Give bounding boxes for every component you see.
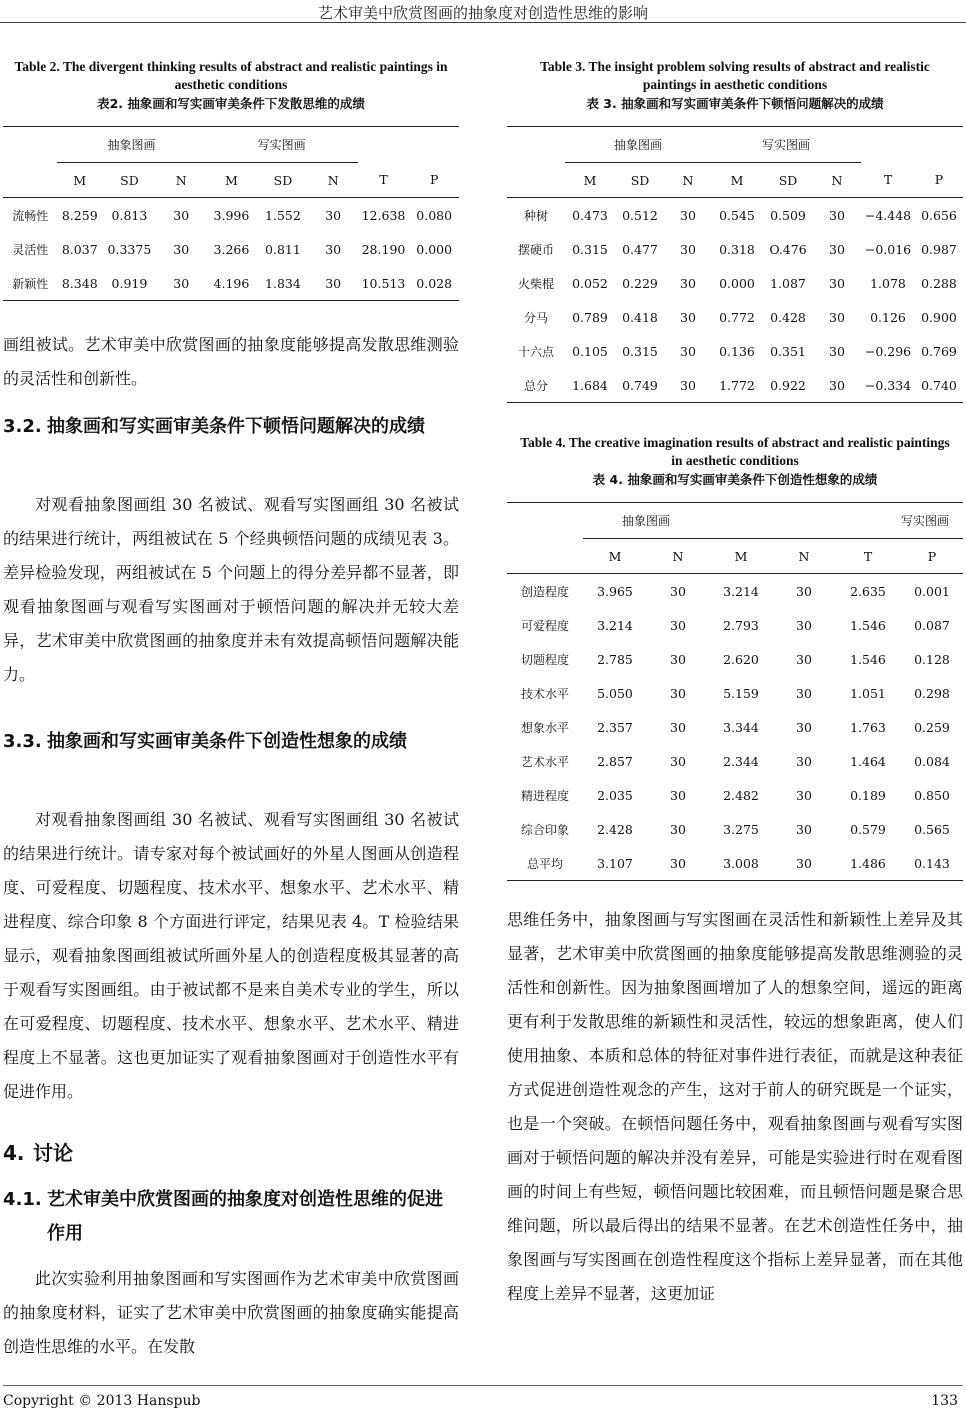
- table-cell: 3.965: [597, 583, 633, 599]
- table-cell: 0.136: [719, 343, 755, 359]
- table-cell: 30: [796, 583, 812, 599]
- table-cell: 0.028: [409, 266, 459, 301]
- table-row: [507, 300, 963, 334]
- running-head: 艺术审美中欣赏图画的抽象度对创造性思维的影响: [317, 4, 648, 22]
- table-cell: 30: [670, 617, 686, 633]
- table-row: [3, 198, 459, 233]
- table-cell: 0.288: [921, 275, 957, 291]
- table-cell: 2.857: [597, 753, 633, 769]
- table-4-caption-zh: 表 4. 抽象画和写实画审美条件下创造性想象的成绩: [592, 472, 878, 487]
- row-label: 新颖性: [3, 266, 57, 301]
- table-row: [507, 608, 963, 642]
- table-2-caption-zh: 表2. 抽象画和写实画审美条件下发散思维的成绩: [97, 96, 365, 111]
- table-cell: 30: [670, 651, 686, 667]
- table-cell: 2.785: [597, 651, 633, 667]
- table-cell: 5.050: [597, 685, 633, 701]
- table-cell: 28.190: [361, 241, 406, 257]
- table-row: [507, 232, 963, 266]
- table-2-col-header: N: [157, 163, 206, 198]
- table-4-col-header: N: [773, 539, 835, 574]
- row-label: 十六点: [517, 344, 554, 359]
- table-2-col-header: SD: [102, 163, 157, 198]
- table-2-col-header: M: [57, 163, 102, 198]
- section-title: 艺术审美中欣赏图画的抽象度对创造性思维的促进作用: [47, 1189, 443, 1244]
- section-heading-4: [3, 1136, 459, 1170]
- table-2: [3, 58, 459, 301]
- table-cell: 1.087: [770, 275, 806, 291]
- row-label: 艺术水平: [520, 754, 569, 769]
- table-cell: 0.298: [914, 685, 950, 701]
- table-cell: 0.105: [572, 343, 608, 359]
- table-cell: 1.546: [850, 617, 886, 633]
- table-cell: 0.772: [719, 309, 755, 325]
- table-cell: 0.080: [416, 207, 453, 223]
- table-cell: 3.214: [723, 583, 759, 599]
- table-row: [507, 198, 963, 233]
- table-cell: 1.763: [850, 719, 886, 735]
- section-title: 抽象画和写实画审美条件下创造性想象的成绩: [47, 731, 407, 752]
- table-row: [507, 574, 963, 609]
- section-heading-4-1: [3, 1183, 459, 1251]
- table-cell: 0.473: [572, 207, 608, 223]
- table-cell: 1.552: [265, 207, 301, 223]
- section-title: 抽象画和写实画审美条件下顿悟问题解决的成绩: [47, 416, 425, 437]
- table-4-col-header: M: [709, 539, 773, 574]
- table-cell: 0.813: [111, 207, 148, 223]
- table-row: [507, 266, 963, 300]
- table-row: [507, 676, 963, 710]
- table-cell: 0.351: [770, 343, 806, 359]
- table-row: [507, 334, 963, 368]
- table-cell: 1.546: [850, 651, 886, 667]
- table-3-col-header: N: [665, 163, 711, 198]
- table-3-col-header: N: [813, 163, 861, 198]
- table-cell: 0.315: [572, 241, 608, 257]
- table-row: [3, 232, 459, 266]
- table-row: [507, 642, 963, 676]
- table-row: [3, 266, 459, 301]
- section-number: 4.: [3, 1141, 25, 1165]
- table-cell: 30: [309, 266, 358, 301]
- table-cell: 0.318: [719, 241, 755, 257]
- page-number: 133: [931, 1393, 958, 1409]
- table-cell: 5.159: [723, 685, 759, 701]
- table-4-caption-en: Table 4. The creative imagination results of abstract and realistic paintings in aesthetic conditions: [520, 435, 950, 468]
- table-cell: 30: [173, 207, 190, 223]
- table-cell: 30: [829, 343, 845, 359]
- table-cell: 2.344: [723, 753, 759, 769]
- table-cell: 1.051: [850, 685, 886, 701]
- table-cell: 0.143: [901, 846, 963, 881]
- table-4-body: [507, 574, 963, 881]
- table-cell: 30: [325, 207, 342, 223]
- table-cell: 0.740: [915, 368, 963, 403]
- table-cell: 2.357: [597, 719, 633, 735]
- table-2-group-realistic: 写实图画: [206, 127, 358, 163]
- table-2-group-abstract: 抽象图画: [57, 127, 205, 163]
- table-cell: 0.565: [914, 821, 950, 837]
- table-cell: 2.482: [723, 787, 759, 803]
- table-2-grid: [3, 126, 459, 301]
- table-cell: 30: [670, 753, 686, 769]
- table-cell: 1.834: [257, 266, 309, 301]
- table-cell: 0.509: [770, 207, 806, 223]
- table-cell: 30: [647, 846, 709, 881]
- paragraph: 对观看抽象图画组 30 名被试、观看写实图画组 30 名被试的结果进行统计，两组被试在 5 个经典顿悟问题的成绩见表 3。差异检验发现，两组被试在 5 个问题上的得分差异都不显著，即观看抽象图画与观看写实图画对于顿悟问题的解决并无较大差异，艺术审美中欣赏图画的抽象度并未有效提高顿悟问题解决能力。: [3, 495, 459, 684]
- table-cell: 30: [325, 241, 342, 257]
- table-2-col-header: N: [309, 163, 358, 198]
- table-cell: 30: [829, 241, 845, 257]
- table-cell: 30: [796, 719, 812, 735]
- table-3: [507, 58, 963, 403]
- table-cell: 0.512: [622, 207, 658, 223]
- section-number: 3.2.: [3, 416, 42, 437]
- table-cell: 0.418: [622, 309, 658, 325]
- table-cell: 0.545: [719, 207, 755, 223]
- table-cell: 1.464: [850, 753, 886, 769]
- table-cell: 0.001: [914, 583, 950, 599]
- section-title: 讨论: [33, 1141, 73, 1165]
- table-4-col-header: M: [583, 539, 647, 574]
- table-cell: 3.996: [213, 207, 250, 223]
- table-cell: 0.922: [763, 368, 813, 403]
- row-label: 分马: [523, 310, 548, 325]
- table-cell: 3.344: [723, 719, 759, 735]
- row-label: 灵活性: [12, 242, 49, 257]
- row-label: 流畅性: [12, 208, 49, 223]
- table-cell: 0.126: [870, 309, 906, 325]
- table-cell: 1.078: [870, 275, 906, 291]
- table-cell: −0.334: [861, 368, 915, 403]
- table-cell: 0.087: [914, 617, 950, 633]
- copyright: Copyright © 2013 Hanspub: [3, 1393, 201, 1409]
- row-label: 火柴棍: [517, 276, 554, 291]
- row-label: 精进程度: [520, 788, 569, 803]
- footer-rule: [3, 1385, 963, 1386]
- table-cell: 30: [829, 309, 845, 325]
- table-cell: 0.128: [914, 651, 950, 667]
- table-cell: 2.428: [597, 821, 633, 837]
- table-cell: 0.428: [770, 309, 806, 325]
- table-cell: 3.008: [709, 846, 773, 881]
- table-cell: 0.000: [416, 241, 453, 257]
- table-cell: 30: [796, 617, 812, 633]
- row-label: 综合印象: [520, 822, 569, 837]
- table-cell: 2.620: [723, 651, 759, 667]
- table-cell: 0.052: [572, 275, 608, 291]
- section-heading-3-2: [3, 410, 459, 444]
- table-cell: 30: [670, 685, 686, 701]
- table-cell: −0.016: [864, 241, 912, 257]
- table-cell: 0.811: [265, 241, 301, 257]
- table-cell: 30: [796, 787, 812, 803]
- table-cell: O.476: [769, 241, 807, 257]
- table-3-col-header: T: [861, 163, 915, 198]
- table-cell: 3.266: [213, 241, 250, 257]
- paragraph: 思维任务中，抽象图画与写实图画在灵活性和新颖性上差异及其显著，艺术审美中欣赏图画的抽象度能够提高发散思维测验的灵活性和创新性。因为抽象图画增加了人的想象空间，遥远的距离更有利于发散思维的新颖性和灵活性，较远的想象距离，使人们使用抽象、本质和总体的特征对事件进行表征，而就是这种表征方式促进创造性观念的产生，这对于前人的研究既是一个证实，也是一个突破。在顿悟问题任务中，观看抽象图画与观看写实图画对于顿悟问题的解决并没有差异，可能是实验进行时在观看图画的时间上有些短，顿悟问题比较困难，而且顿悟问题是聚合思维问题，所以最后得出的结果不显著。在艺术创造性任务中，抽象图画与写实图画在创造性程度这个指标上差异显著，而在其他程度上差异不显著，这更加证: [507, 910, 963, 1303]
- table-3-col-header: SD: [763, 163, 813, 198]
- table-3-col-header: M: [711, 163, 763, 198]
- table-cell: 2.035: [597, 787, 633, 803]
- table-2-caption-en: Table 2. The divergent thinking results of abstract and realistic paintings in aesthetic conditions: [14, 59, 448, 92]
- table-3-col-header: M: [565, 163, 615, 198]
- table-cell: 30: [680, 343, 696, 359]
- table-cell: 0.259: [914, 719, 950, 735]
- table-cell: 30: [829, 207, 845, 223]
- table-4-col-header: N: [647, 539, 709, 574]
- table-2-col-header: P: [409, 163, 459, 198]
- table-cell: 10.513: [358, 266, 410, 301]
- table-cell: 4.196: [206, 266, 258, 301]
- table-3-caption-en: Table 3. The insight problem solving results of abstract and realistic paintings in aesthetic conditions: [540, 59, 930, 92]
- table-cell: 30: [829, 275, 845, 291]
- header-rule: [0, 22, 966, 23]
- table-row: [507, 846, 963, 881]
- table-cell: 12.638: [361, 207, 406, 223]
- table-cell: 0.189: [850, 787, 886, 803]
- table-cell: 30: [680, 309, 696, 325]
- row-label: 摆硬币: [517, 242, 554, 257]
- row-label: 创造程度: [520, 584, 569, 599]
- table-cell: 30: [670, 787, 686, 803]
- table-cell: 30: [670, 719, 686, 735]
- table-cell: 0.749: [615, 368, 665, 403]
- table-4-group-abstract: 抽象图画: [583, 503, 709, 539]
- table-cell: 30: [796, 753, 812, 769]
- table-4: [507, 434, 963, 881]
- table-row: [507, 368, 963, 403]
- row-label: 种树: [523, 208, 548, 223]
- table-cell: 30: [796, 651, 812, 667]
- paragraph: 画组被试。艺术审美中欣赏图画的抽象度能够提高发散思维测验的灵活性和创新性。: [3, 335, 459, 388]
- table-cell: 30: [670, 583, 686, 599]
- table-3-caption-zh: 表 3. 抽象画和写实画审美条件下顿悟问题解决的成绩: [586, 96, 884, 111]
- table-4-grid: [507, 502, 963, 881]
- table-4-col-header: T: [835, 539, 901, 574]
- table-3-grid: [507, 126, 963, 403]
- row-label: 总分: [507, 368, 565, 403]
- table-cell: 3.214: [597, 617, 633, 633]
- table-cell: 0.3375: [107, 241, 152, 257]
- table-cell: 3.275: [723, 821, 759, 837]
- table-cell: 0.084: [914, 753, 950, 769]
- table-row: [507, 778, 963, 812]
- row-label: 可爱程度: [520, 618, 569, 633]
- table-cell: 0.000: [719, 275, 755, 291]
- table-3-body: [507, 198, 963, 403]
- table-cell: 0.769: [921, 343, 957, 359]
- table-cell: −4.448: [864, 207, 912, 223]
- paragraph: 对观看抽象图画组 30 名被试、观看写实图画组 30 名被试的结果进行统计。请专家对每个被试画好的外星人图画从创造程度、可爱程度、切题程度、技术水平、想象水平、艺术水平、精进程度、综合印象 8 个方面进行评定，结果见表 4。T 检验结果显示，观看抽象图画组被试所画外星人的创造程度极其显著的高于观看写实图画组。由于被试都不是来自美术专业的学生，所以在可爱程度、切题程度、技术水平、想象水平、艺术水平、精进程度上不显著。这也更加证实了观看抽象图画对于创造性水平有促进作用。: [3, 810, 459, 1101]
- table-cell: 30: [680, 207, 696, 223]
- table-2-body: [3, 198, 459, 301]
- table-3-col-header: P: [915, 163, 963, 198]
- section-heading-3-3: [3, 725, 459, 759]
- table-cell: 30: [813, 368, 861, 403]
- table-cell: 1.772: [711, 368, 763, 403]
- row-label: 切题程度: [520, 652, 569, 667]
- paragraph: 此次实验利用抽象图画和写实图画作为艺术审美中欣赏图画的抽象度材料，证实了艺术审美中欣赏图画的抽象度确实能提高创造性思维的水平。在发散: [3, 1269, 459, 1356]
- table-row: [507, 812, 963, 846]
- table-cell: 30: [670, 821, 686, 837]
- table-cell: 8.348: [57, 266, 102, 301]
- table-cell: 30: [680, 241, 696, 257]
- table-2-col-header: T: [358, 163, 410, 198]
- table-cell: 0.656: [921, 207, 957, 223]
- section-number: 3.3.: [3, 731, 42, 752]
- section-number: 4.1.: [3, 1189, 42, 1210]
- table-row: [507, 710, 963, 744]
- table-row: [507, 744, 963, 778]
- table-cell: 30: [680, 275, 696, 291]
- table-cell: 30: [173, 241, 190, 257]
- table-cell: 0.850: [914, 787, 950, 803]
- table-cell: 0.229: [622, 275, 658, 291]
- table-4-group-realistic: 写实图画: [835, 503, 963, 539]
- table-cell: 0.315: [622, 343, 658, 359]
- table-cell: 30: [796, 821, 812, 837]
- table-3-group-realistic: 写实图画: [711, 127, 861, 163]
- table-cell: 30: [665, 368, 711, 403]
- table-cell: 0.919: [102, 266, 157, 301]
- table-cell: −0.296: [864, 343, 912, 359]
- table-cell: 0.987: [921, 241, 957, 257]
- row-label: 技术水平: [520, 686, 569, 701]
- table-cell: 3.107: [583, 846, 647, 881]
- table-cell: 0.477: [622, 241, 658, 257]
- table-cell: 30: [157, 266, 206, 301]
- table-cell: 30: [773, 846, 835, 881]
- table-cell: 8.259: [61, 207, 98, 223]
- row-label: 想象水平: [520, 720, 569, 735]
- row-label: 总平均: [507, 846, 583, 881]
- table-cell: 2.793: [723, 617, 759, 633]
- table-cell: 30: [796, 685, 812, 701]
- table-cell: 0.579: [850, 821, 886, 837]
- table-cell: 8.037: [61, 241, 98, 257]
- table-cell: 0.789: [572, 309, 608, 325]
- table-cell: 1.486: [835, 846, 901, 881]
- table-3-group-abstract: 抽象图画: [565, 127, 711, 163]
- table-cell: 0.900: [921, 309, 957, 325]
- table-2-col-header: M: [206, 163, 258, 198]
- table-2-col-header: SD: [257, 163, 309, 198]
- table-cell: 1.684: [565, 368, 615, 403]
- table-cell: 2.635: [850, 583, 886, 599]
- table-4-col-header: P: [901, 539, 963, 574]
- table-3-col-header: SD: [615, 163, 665, 198]
